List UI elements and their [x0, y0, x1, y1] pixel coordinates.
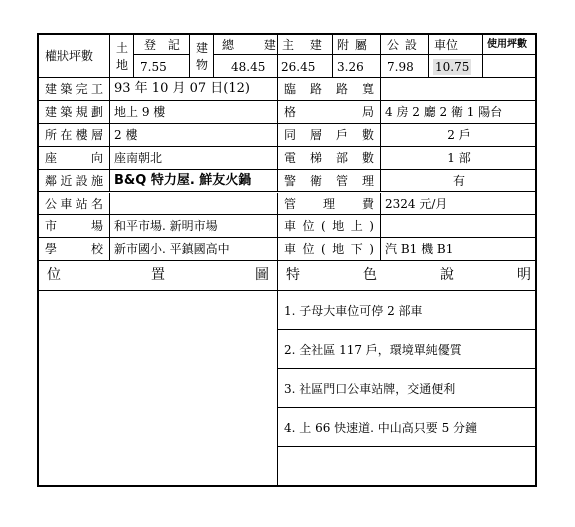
area-label: 權狀坪數 — [45, 49, 94, 63]
aux-value-cell — [333, 55, 381, 78]
left-value-text: 93 年 10 月 07 日(12) — [114, 81, 250, 96]
left-label-text: 建 築 完 工 — [45, 82, 103, 96]
info-cell-left-label — [39, 78, 110, 101]
parking-label-cell — [429, 35, 483, 55]
info-cell-left-label — [39, 215, 110, 238]
info-cell-right-value — [381, 170, 537, 193]
parking-label: 車位 — [434, 38, 459, 52]
left-label-text: 學 校 — [45, 242, 103, 257]
info-cell-left-label — [39, 101, 110, 124]
reg-label-cell — [134, 35, 190, 55]
info-cell-left-value — [110, 124, 278, 147]
usable-value-cell — [483, 55, 537, 78]
right-label-text: 管 理 費 — [284, 196, 374, 211]
reg-label: 登 記 — [144, 38, 184, 52]
land-label-cell — [110, 35, 134, 78]
reg-value-cell — [134, 55, 190, 78]
parking-value-cell — [429, 55, 483, 78]
location-map-char-2: 置 — [151, 267, 165, 283]
info-cell-left-label — [39, 193, 110, 216]
left-label-text: 公 車 站 名 — [45, 196, 103, 211]
features-char-3: 說 — [440, 267, 454, 283]
info-cell-left-value — [110, 193, 278, 216]
property-spec-sheet — [37, 33, 537, 487]
feature-item — [278, 369, 537, 408]
right-label-text: 警 衛 管 理 — [284, 173, 374, 188]
info-cell-right-label — [278, 101, 381, 124]
public-value: 7.98 — [387, 60, 414, 74]
info-cell-right-label — [278, 193, 381, 216]
public-value-cell — [381, 55, 429, 78]
info-cell-right-value — [381, 238, 537, 261]
bldg-label-cell — [190, 35, 214, 78]
left-label-text: 市 場 — [45, 219, 103, 234]
reg-value: 7.55 — [140, 60, 167, 74]
left-value-text: 地上 9 樓 — [114, 104, 166, 119]
features-char-1: 特 — [286, 267, 300, 283]
bldg-label-2: 物 — [196, 58, 209, 72]
info-cell-right-value — [381, 215, 537, 238]
info-cell-right-value — [381, 124, 537, 147]
location-map-area — [39, 291, 278, 487]
location-map-char-1: 位 — [47, 267, 61, 283]
info-cell-right-label — [278, 124, 381, 147]
main-value-cell — [278, 55, 333, 78]
total-label: 總 建 — [222, 38, 276, 52]
left-value-text: 2 樓 — [114, 127, 138, 142]
right-label-text: 同 層 戶 數 — [284, 127, 374, 142]
info-cell-right-label — [278, 170, 381, 193]
right-value-text: 汽 B1 機 B1 — [385, 242, 454, 257]
right-label-text: 車 位 ( 地 下 ) — [284, 242, 374, 257]
info-cell-left-label — [39, 124, 110, 147]
info-cell-right-value — [381, 101, 537, 124]
left-label-text: 鄰 近 設 施 — [45, 173, 103, 188]
info-cell-right-label — [278, 238, 381, 261]
location-map-title — [47, 268, 269, 282]
right-value-text: 有 — [452, 173, 465, 188]
right-label-text: 車 位 ( 地 上 ) — [284, 219, 374, 234]
main-label-cell — [278, 35, 333, 55]
left-label-text: 建 築 規 劃 — [45, 104, 103, 119]
feature-item — [278, 447, 537, 487]
info-cell-left-value — [110, 238, 278, 261]
total-value-cell — [214, 55, 278, 78]
features-title — [286, 268, 531, 282]
left-value-text: B&Q 特力屋. 鮮友火鍋 — [114, 172, 252, 188]
feature-text: 2. 全社區 117 戶，環境單純優質 — [284, 343, 462, 357]
right-label-text: 電 梯 部 數 — [284, 150, 374, 165]
aux-value: 3.26 — [337, 60, 364, 74]
feature-item — [278, 291, 537, 330]
info-cell-left-value — [110, 101, 278, 124]
usable-label: 使用坪數 — [487, 39, 527, 50]
info-cell-left-label — [39, 147, 110, 170]
aux-label-cell — [333, 35, 381, 55]
features-char-2: 色 — [363, 267, 377, 283]
main-label: 主 建 — [282, 38, 322, 52]
total-label-cell — [214, 35, 278, 55]
left-value-text: 座南朝北 — [114, 150, 163, 165]
info-cell-left-value — [110, 147, 278, 170]
main-value: 26.45 — [281, 60, 316, 74]
left-value-text: 新市國小. 平鎮國高中 — [114, 242, 230, 257]
info-cell-right-label — [278, 147, 381, 170]
left-value-text: 和平市場. 新明市場 — [114, 219, 218, 234]
left-label-text: 所 在 樓 層 — [45, 127, 103, 142]
info-cell-right-value — [381, 78, 537, 101]
land-label-2: 地 — [116, 58, 129, 72]
right-value-text: 1 部 — [447, 150, 471, 165]
feature-text: 3. 社區門口公車站牌，交通便利 — [284, 382, 456, 396]
info-cell-right-value — [381, 193, 537, 216]
public-label: 公 設 — [387, 38, 417, 52]
right-value-text: 4 房 2 廳 2 衛 1 陽台 — [385, 104, 503, 119]
location-map-header — [39, 261, 278, 291]
features-char-4: 明 — [517, 267, 531, 283]
info-cell-right-value — [381, 147, 537, 170]
info-cell-left-label — [39, 170, 110, 193]
right-label-text: 格 局 — [284, 104, 374, 119]
feature-item — [278, 408, 537, 447]
right-label-text: 臨 路 路 寬 — [284, 82, 374, 96]
feature-text: 1. 子母大車位可停 2 部車 — [284, 304, 423, 318]
land-label-1: 土 — [116, 41, 129, 55]
info-cell-left-label — [39, 238, 110, 261]
info-cell-left-value — [110, 78, 278, 101]
parking-value: 10.75 — [435, 60, 470, 74]
left-label-text: 座 向 — [45, 150, 103, 165]
bldg-label-1: 建 — [196, 41, 209, 55]
info-cell-right-label — [278, 215, 381, 238]
location-map-char-3: 圖 — [255, 267, 269, 283]
usable-label-cell — [483, 35, 537, 55]
feature-text: 4. 上 66 快速道. 中山高只要 5 分鐘 — [284, 421, 478, 435]
aux-label: 附 屬 — [337, 38, 367, 52]
feature-item — [278, 330, 537, 369]
right-value-text: 2324 元/月 — [385, 196, 448, 211]
area-label-cell — [39, 35, 110, 78]
info-cell-right-label — [278, 78, 381, 101]
info-cell-left-value — [110, 215, 278, 238]
features-header — [278, 261, 537, 291]
public-label-cell — [381, 35, 429, 55]
info-cell-left-value — [110, 170, 278, 193]
right-value-text: 2 戶 — [447, 127, 471, 142]
total-value: 48.45 — [231, 60, 266, 74]
